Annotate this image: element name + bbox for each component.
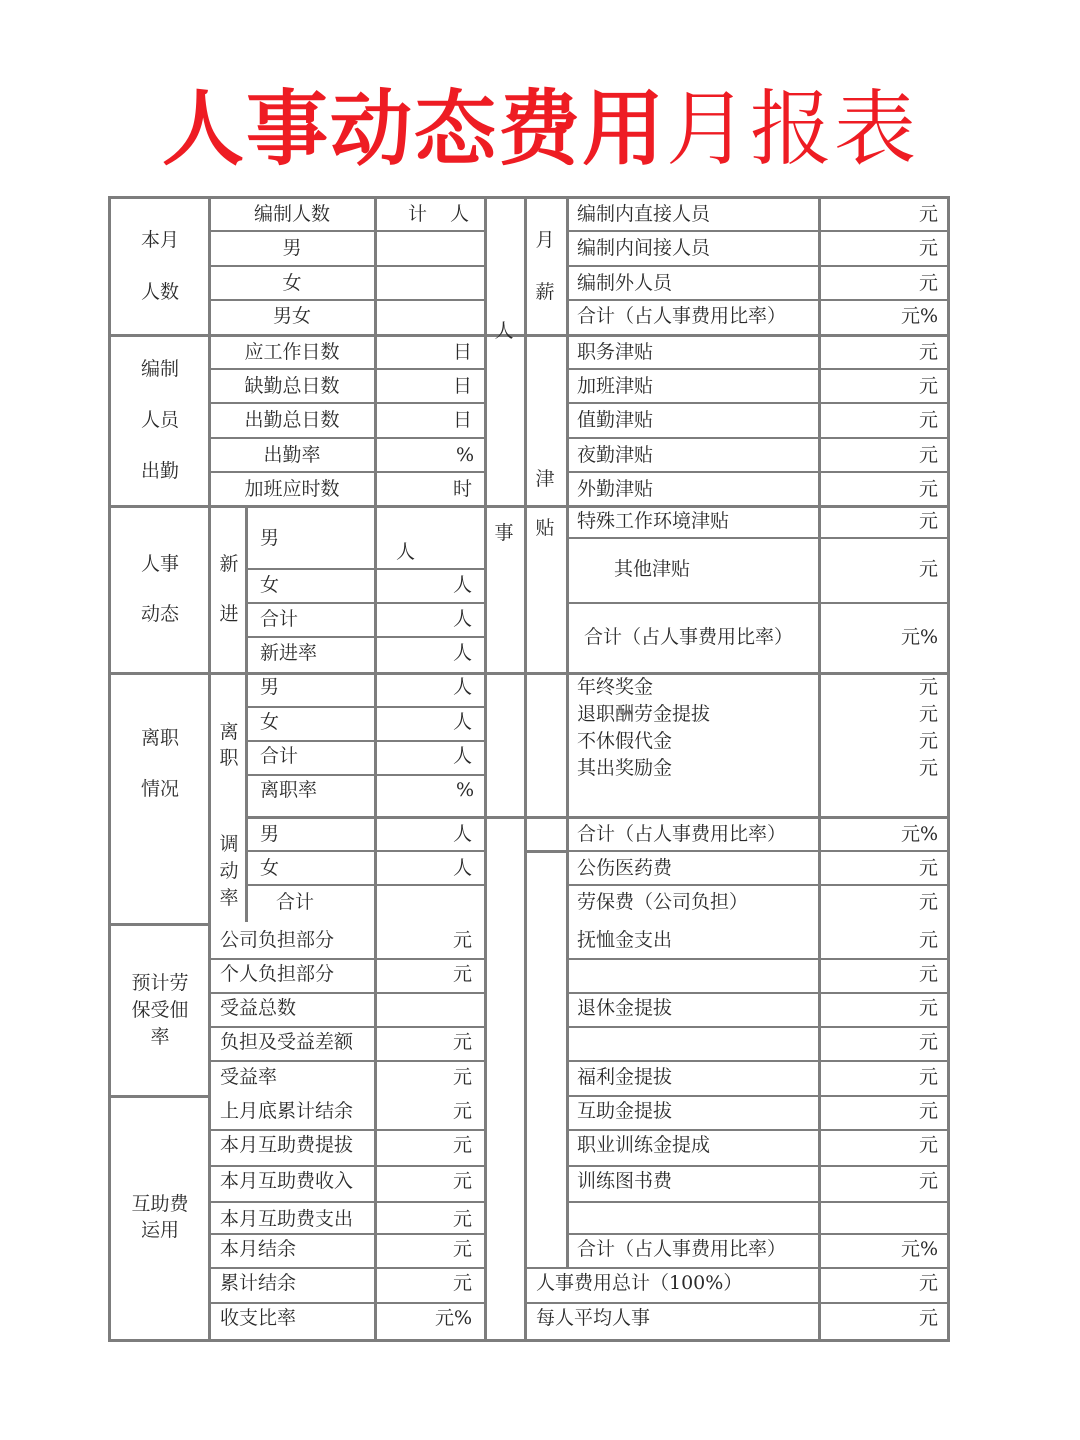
title-bold-part: 人事动态费用 [161,82,666,177]
grid-line [566,850,950,852]
cell-text: 新 [219,553,239,575]
cell-text: 元 [918,1031,938,1053]
grid-line [566,602,950,604]
cell-text: 加班应时数 [244,478,340,500]
grid-line [208,958,484,960]
cell-text: 元% [434,1307,472,1329]
cell-text: 人 [452,574,472,596]
cell-text: 出勤总日数 [244,409,340,431]
grid-line [108,672,950,675]
cell-text: 情况 [140,778,180,800]
cell-text: 元 [918,1134,938,1156]
cell-text: 人 [452,608,472,630]
grid-line [566,816,950,819]
cell-text: 训练图书费 [577,1170,673,1192]
cell-text: 福利金提拔 [577,1066,673,1088]
grid-line [566,196,569,1269]
cell-text: 时 [452,478,472,500]
cell-text: 人 [452,857,472,879]
cell-text: 元 [918,1100,938,1122]
grid-line [566,1129,950,1131]
cell-text: 人事 [140,553,180,575]
grid-line [566,537,950,539]
grid-line [208,1302,484,1304]
grid-line [524,1267,950,1269]
grid-line [566,1165,950,1167]
cell-text: 本月互助费提拔 [220,1134,354,1156]
cell-text: 元% [900,823,938,845]
cell-text: 元 [918,1307,938,1329]
cell-text: 合计（占人事费用比率） [577,1238,787,1260]
grid-line [566,992,950,994]
cell-text: 元 [452,1031,472,1053]
cell-text: 受益总数 [220,997,297,1019]
cell-text: 职业训练金提成 [577,1134,711,1156]
cell-text: 人 [494,320,514,342]
grid-line [566,230,950,232]
cell-text: 元 [452,1066,472,1088]
grid-line [524,1302,950,1304]
cell-text: 缺勤总日数 [244,375,340,397]
cell-text: 保受佃 [131,999,189,1021]
cell-text: 日 [452,409,472,431]
grid-line [208,1060,484,1062]
cell-text: 调 [219,833,239,855]
grid-line [108,334,950,337]
grid-line [208,1233,484,1235]
cell-text: 元 [918,478,938,500]
cell-text: 元 [918,929,938,951]
cell-text: 受益率 [220,1066,278,1088]
grid-line [208,1165,484,1167]
cell-text: 公司负担部分 [220,929,335,951]
grid-line [208,437,484,439]
cell-text: 贴 [535,517,555,539]
cell-text: 元 [918,237,938,259]
grid-line [208,1129,484,1131]
grid-line [566,884,950,886]
grid-line [566,1201,950,1203]
cell-text: 特殊工作环境津贴 [577,510,730,532]
cell-text: 不休假代金 [577,730,673,752]
cell-text: 退职酬劳金提拔 [577,703,711,725]
grid-line [108,923,208,926]
cell-text: 编制外人员 [577,272,673,294]
cell-text: 出勤 [140,460,180,482]
grid-line [245,774,484,776]
grid-line [208,1267,484,1269]
cell-text: 女 [260,711,280,733]
cell-text: 累计结余 [220,1272,297,1294]
grid-line [566,437,950,439]
cell-text: 元 [452,1208,472,1230]
cell-text: 女 [260,574,280,596]
grid-line [245,636,484,638]
grid-line [245,740,484,742]
cell-text: 运用 [140,1219,180,1241]
cell-text: 元% [900,1238,938,1260]
grid-line [108,1095,208,1098]
grid-line [245,850,484,852]
cell-text: 元 [452,1238,472,1260]
cell-text: 人 [452,711,472,733]
cell-text: 薪 [535,281,555,303]
cell-text: 男 [260,823,280,845]
grid-line [108,196,950,199]
grid-line [566,1095,950,1097]
cell-text: 月 [535,229,555,251]
title-thin-part: 月报表 [666,82,919,177]
cell-text: 元 [918,676,938,698]
cell-text: 年终奖金 [577,676,654,698]
cell-text: 率 [219,887,239,909]
cell-text: % [455,779,474,801]
cell-text: 外勤津贴 [577,478,654,500]
cell-text: 离职 [140,727,180,749]
cell-text: 男 [260,676,280,698]
report-table [108,196,950,1342]
cell-text: 退休金提拔 [577,997,673,1019]
cell-text: 本月结余 [220,1238,297,1260]
cell-text: 合计（占人事费用比率） [577,823,787,845]
cell-text: 计 [408,203,428,225]
cell-text: 合计 [260,745,299,767]
cell-text: 元 [918,891,938,913]
cell-text: 编制 [140,358,180,380]
cell-text: 人 [452,676,472,698]
cell-text: 职务津贴 [577,341,654,363]
grid-line [245,602,484,604]
cell-text: 预计劳 [131,972,189,994]
cell-text: 人 [452,823,472,845]
cell-text: 编制内间接人员 [577,237,711,259]
cell-text: 收支比率 [220,1307,297,1329]
cell-text: 元 [918,1066,938,1088]
grid-line [208,368,484,370]
cell-text: 编制内直接人员 [577,203,711,225]
cell-text: 元 [918,997,938,1019]
cell-text: 本月互助费收入 [220,1170,354,1192]
cell-text: 津 [535,468,555,490]
cell-text: 人数 [140,281,180,303]
cell-text: % [455,444,474,466]
cell-text: 元 [918,203,938,225]
cell-text: 元 [452,929,472,951]
cell-text: 元 [452,1100,472,1122]
cell-text: 合计 [260,608,299,630]
cell-text: 合计（占人事费用比率） [584,626,794,648]
grid-line [208,1026,484,1028]
cell-text: 男 [260,527,280,549]
cell-text: 女 [282,272,302,294]
grid-line [484,816,524,819]
cell-text: 合计 [276,891,315,913]
grid-line [245,706,484,708]
cell-text: 劳保费（公司负担） [577,891,749,913]
cell-text: 人员 [140,409,180,431]
grid-line [566,402,950,404]
cell-text: 男女 [272,305,312,327]
cell-text: 人事费用总计（100%） [536,1272,743,1294]
cell-text: 职 [219,747,239,769]
cell-text: 男 [282,237,302,259]
grid-line [566,265,950,267]
grid-line [566,1233,950,1235]
cell-text: 人 [452,642,472,664]
cell-text: 元 [918,1272,938,1294]
cell-text: 元 [918,1170,938,1192]
cell-text: 出勤率 [263,444,321,466]
cell-text: 新进率 [260,642,318,664]
cell-text: 元 [918,558,938,580]
cell-text: 加班津贴 [577,375,654,397]
cell-text: 离 [219,721,239,743]
cell-text: 元 [452,1170,472,1192]
grid-line [245,568,484,570]
cell-text: 日 [452,341,472,363]
cell-text: 元 [918,341,938,363]
cell-text: 元 [918,272,938,294]
grid-line [566,471,950,473]
cell-text: 元% [900,305,938,327]
grid-line [208,265,484,267]
cell-text: 元 [452,1272,472,1294]
grid-line [108,196,111,1342]
grid-line [566,958,950,960]
cell-text: 元 [918,510,938,532]
cell-text: 动态 [140,603,180,625]
cell-text: 其出奖励金 [577,757,673,779]
cell-text: 动 [219,860,239,882]
cell-text: 元 [918,963,938,985]
grid-line [208,402,484,404]
cell-text: 元% [900,626,938,648]
cell-text: 人 [452,745,472,767]
cell-text: 率 [150,1026,170,1048]
cell-text: 离职率 [260,779,318,801]
grid-line [108,505,950,508]
cell-text: 本月互助费支出 [220,1208,354,1230]
cell-text: 元 [918,730,938,752]
cell-text: 个人负担部分 [220,963,335,985]
cell-text: 互助金提拔 [577,1100,673,1122]
grid-line [208,230,484,232]
cell-text: 女 [260,857,280,879]
cell-text: 互助费 [131,1193,189,1215]
cell-text: 元 [452,963,472,985]
report-title [0,80,1080,180]
cell-text: 其他津贴 [613,558,691,580]
grid-line [208,992,484,994]
grid-line [566,1026,950,1028]
cell-text: 元 [918,444,938,466]
grid-line [208,471,484,473]
cell-text: 元 [918,375,938,397]
grid-line [524,850,566,853]
cell-text: 应工作日数 [244,341,340,363]
cell-text: 元 [452,1134,472,1156]
cell-text: 夜勤津贴 [577,444,654,466]
cell-text: 进 [219,603,239,625]
grid-line [566,299,950,301]
cell-text: 元 [918,857,938,879]
grid-line [208,1201,484,1203]
cell-text: 日 [452,375,472,397]
cell-text: 合计（占人事费用比率） [577,305,787,327]
grid-line [208,299,484,301]
cell-text: 元 [918,703,938,725]
cell-text: 公伤医药费 [577,857,673,879]
cell-text: 人 [396,541,416,563]
cell-text: 本月 [140,229,180,251]
grid-line [524,196,527,1342]
cell-text: 上月底累计结余 [220,1100,354,1122]
cell-text: 元 [918,409,938,431]
cell-text: 每人平均人事 [536,1307,651,1329]
grid-line [484,196,487,1342]
grid-line [245,816,484,819]
cell-text: 负担及受益差额 [220,1031,354,1053]
cell-text: 抚恤金支出 [577,929,673,951]
grid-line [566,368,950,370]
grid-line [108,1339,950,1342]
cell-text: 值勤津贴 [577,409,654,431]
grid-line [245,884,484,886]
grid-line [524,816,566,819]
cell-text: 元 [918,757,938,779]
cell-text: 事 [494,522,514,544]
cell-text: 编制人数 [253,203,331,225]
cell-text: 人 [450,203,470,225]
grid-line [566,1060,950,1062]
